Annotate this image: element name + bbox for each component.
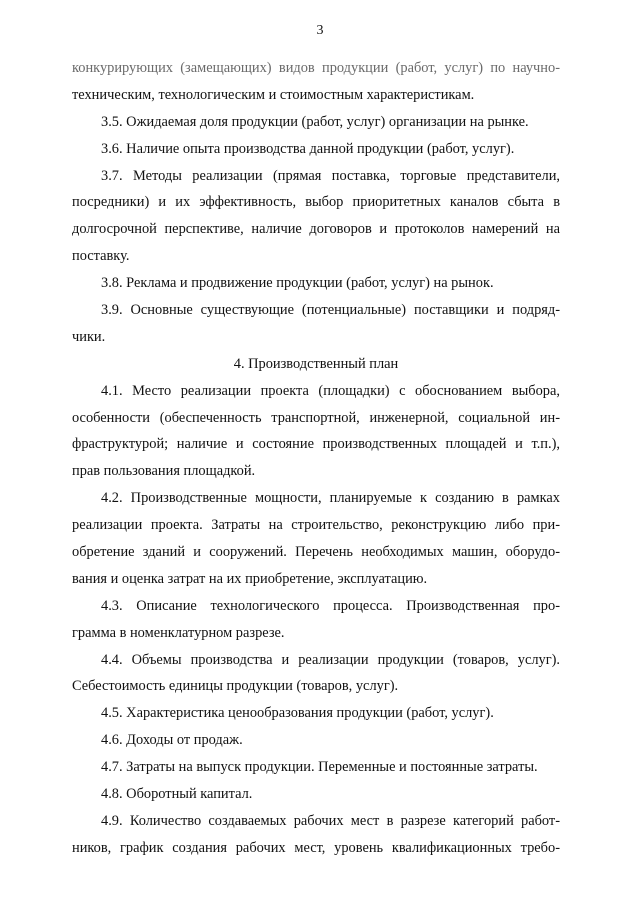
text-line: вания и оценка затрат на их приобретение, эксплуатацию. xyxy=(72,570,428,587)
text-line: грамма в номенклатурном разрезе. xyxy=(72,624,285,641)
text-line: 4.1. Место реализации проекта (площадки) с обоснованием выбора, xyxy=(101,382,560,399)
text-line: прав пользования площадкой. xyxy=(72,463,256,480)
section-heading: 4. Производственный план xyxy=(233,355,399,372)
document-body xyxy=(72,55,560,862)
text-line: поставку. xyxy=(72,248,130,265)
text-line: особенности (обеспеченность транспортной, инженерной, социальной ин- xyxy=(72,409,560,426)
text-line: посредники) и их эффективность, выбор приоритетных каналов сбыта в xyxy=(72,194,560,211)
text-line: 4.8. Оборотный капитал. xyxy=(101,786,253,803)
text-line: конкурирующих (замещающих) видов продукции (работ, услуг) по научно- xyxy=(72,60,560,76)
text-line: 4.6. Доходы от продаж. xyxy=(101,732,243,749)
text-line: 3.5. Ожидаемая доля продукции (работ, услуг) организации на рынке. xyxy=(101,113,529,130)
text-line: Себестоимость единицы продукции (товаров, услуг). xyxy=(72,678,399,695)
text-line: фраструктурой; наличие и состояние производственных площадей и т.п.), xyxy=(72,436,560,453)
text-line: чики. xyxy=(72,328,106,345)
text-line: ников, график создания рабочих мест, уровень квалификационных требо- xyxy=(72,839,560,856)
text-line: 3.8. Реклама и продвижение продукции (работ, услуг) на рынок. xyxy=(101,275,494,292)
text-line: техническим, технологическим и стоимостным характеристикам. xyxy=(72,86,475,103)
text-line: 3.6. Наличие опыта производства данной продукции (работ, услуг). xyxy=(101,140,515,157)
text-line: 4.5. Характеристика ценообразования продукции (работ, услуг). xyxy=(101,705,494,722)
text-line: 4.9. Количество создаваемых рабочих мест в разрезе категорий работ- xyxy=(101,812,560,829)
page-number: 3 xyxy=(316,23,324,38)
text-line: 3.7. Методы реализации (прямая поставка, торговые представители, xyxy=(101,167,560,184)
text-line: 4.3. Описание технологического процесса. Производственная про- xyxy=(101,597,560,614)
text-line: обретение зданий и сооружений. Перечень необходимых машин, оборудо- xyxy=(72,544,560,561)
text-line: 4.4. Объемы производства и реализации продукции (товаров, услуг). xyxy=(101,651,560,668)
text-line: долгосрочной перспективе, наличие договоров и протоколов намерений на xyxy=(72,221,560,238)
text-line: 3.9. Основные существующие (потенциальные) поставщики и подряд- xyxy=(101,302,560,319)
text-line: реализации проекта. Затраты на строительство, реконструкцию либо при- xyxy=(72,517,560,534)
text-line: 4.2. Производственные мощности, планируемые к созданию в рамках xyxy=(101,490,560,507)
text-line: 4.7. Затраты на выпуск продукции. Переменные и постоянные затраты. xyxy=(101,759,538,776)
